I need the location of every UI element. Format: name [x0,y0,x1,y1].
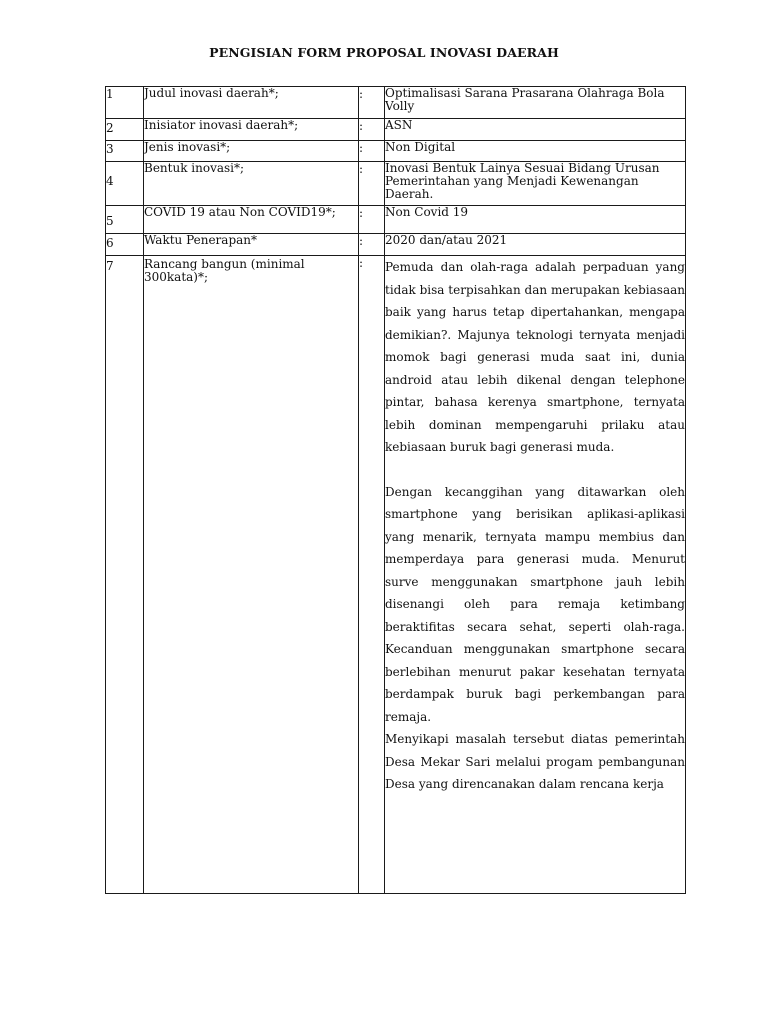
rancang-bangun-paragraph-3: Menyikapi masalah tersebut diatas pemerintah Desa Mekar Sari melalui progam pembangunan Desa yang direncanakan dalam rencana kerja [385,732,685,791]
field-value-covid: Non Covid 19 [385,206,686,234]
row-number: 1 [106,87,144,119]
form-row-judul [106,87,686,119]
field-label-bentuk: Bentuk inovasi*; [144,162,359,206]
field-label-judul: Judul inovasi daerah*; [144,87,359,119]
field-value-bentuk: Inovasi Bentuk Lainya Sesuai Bidang Urusan Pemerintahan yang Menjadi Kewenangan Daerah. [385,162,686,206]
field-label-inisiator: Inisiator inovasi daerah*; [144,119,359,141]
field-value-judul: Optimalisasi Sarana Prasarana Olahraga Bola Volly [385,87,686,119]
field-value-inisiator: ASN [385,119,686,141]
colon-separator: : [359,162,385,206]
row-number: 6 [106,234,144,256]
field-label-waktu: Waktu Penerapan* [144,234,359,256]
rancang-bangun-paragraph-1: Pemuda dan olah-raga adalah perpaduan yang tidak bisa terpisahkan dan merupakan kebiasaan baik yang harus tetap dipertahankan, mengapa demikian?. Majunya teknologi ternyata menjadi momok bagi generasi muda saat ini, dunia android atau lebih dikenal dengan telephone pintar, bahasa kerenya smartphone, ternyata lebih dominan mempengaruhi prilaku atau kebiasaan buruk bagi generasi muda. [385,260,685,454]
field-label-jenis: Jenis inovasi*; [144,141,359,162]
colon-separator: : [359,141,385,162]
row-number: 5 [106,206,144,234]
field-label-rancang-bangun: Rancang bangun (minimal 300kata)*; [144,256,359,894]
proposal-form-table [105,86,686,894]
form-row-jenis [106,141,686,162]
form-row-waktu [106,234,686,256]
form-row-rancang-bangun [106,256,686,894]
field-value-jenis: Non Digital [385,141,686,162]
paragraph-spacer [385,459,685,481]
row-number: 4 [106,162,144,206]
form-row-covid [106,206,686,234]
form-row-inisiator [106,119,686,141]
row-number: 7 [106,256,144,894]
field-label-covid: COVID 19 atau Non COVID19*; [144,206,359,234]
colon-separator: : [359,234,385,256]
colon-separator: : [359,256,385,894]
page-title: PENGISIAN FORM PROPOSAL INOVASI DAERAH [209,45,559,60]
colon-separator: : [359,87,385,119]
row-number: 3 [106,141,144,162]
row-number: 2 [106,119,144,141]
colon-separator: : [359,206,385,234]
rancang-bangun-paragraph-2: Dengan kecanggihan yang ditawarkan oleh smartphone yang berisikan aplikasi-aplikasi yang menarik, ternyata mampu membius dan memperdaya para generasi muda. Menurut surve menggunakan smartphone jauh lebih disenangi oleh para remaja ketimbang beraktifitas secara sehat, seperti olah-raga. Kecanduan menggunakan smartphone secara berlebihan menurut pakar kesehatan ternyata berdampak buruk bagi perkembangan para remaja. [385,484,685,724]
field-value-waktu: 2020 dan/atau 2021 [385,234,686,256]
form-row-bentuk [106,162,686,206]
colon-separator: : [359,119,385,141]
field-value-rancang-bangun [385,256,686,894]
